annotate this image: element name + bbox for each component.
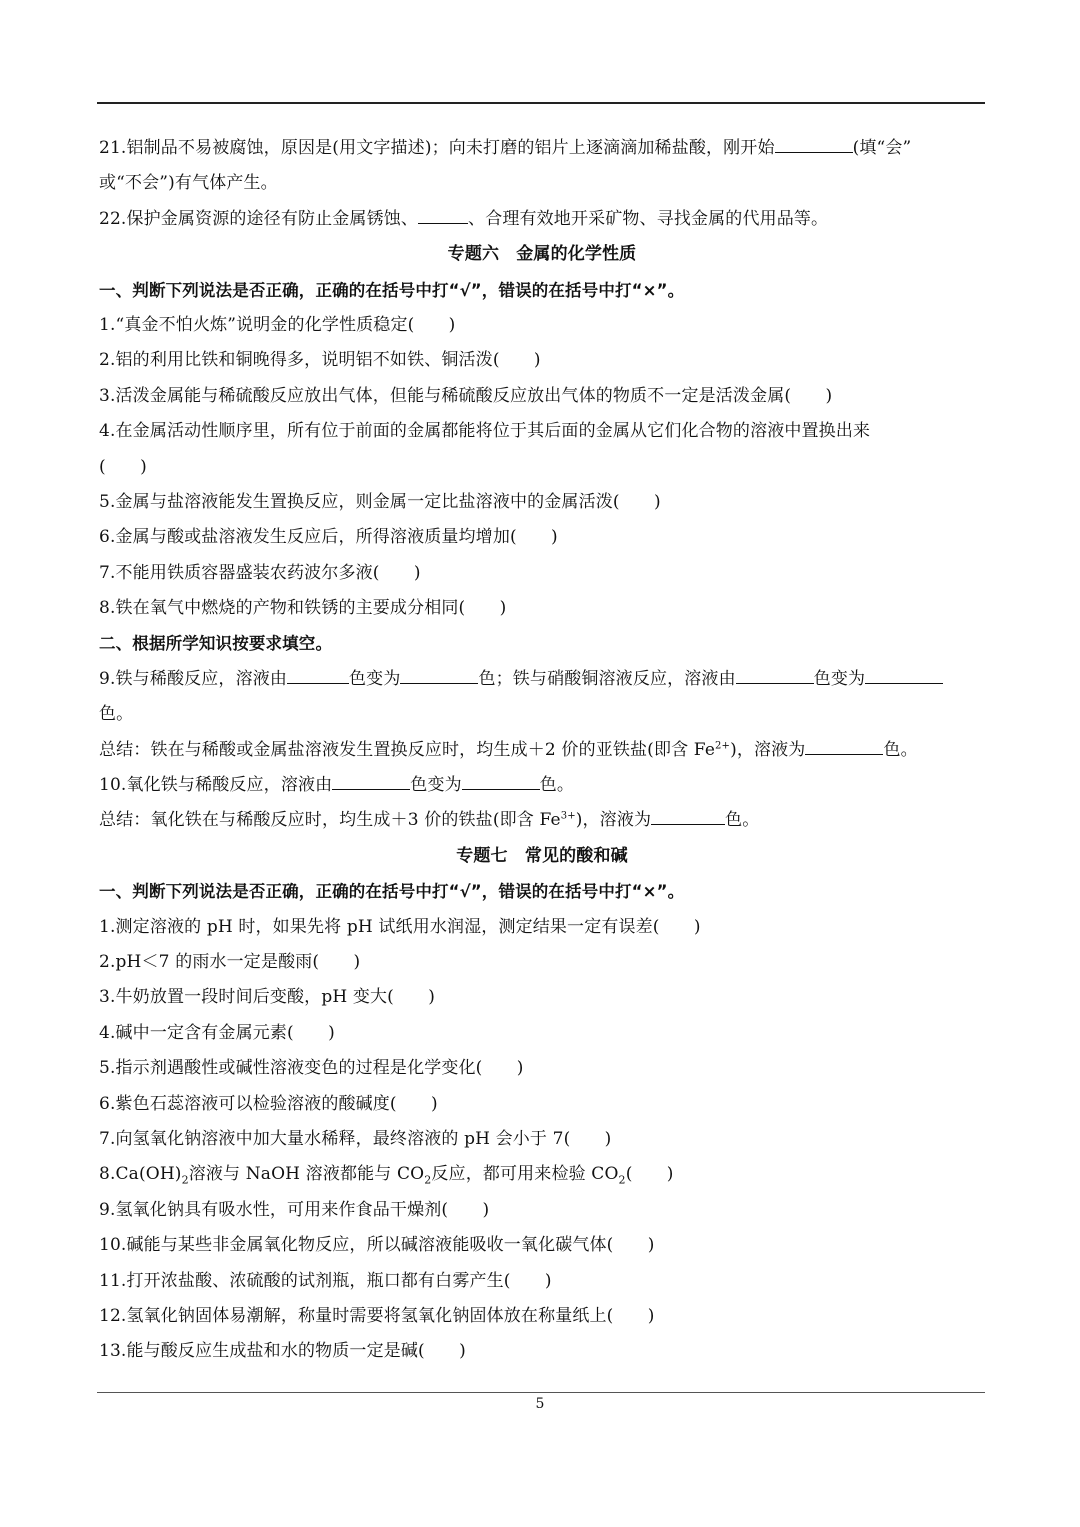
question-22: 22.保护金属资源的途径有防止金属锈蚀、 、合理有效地开采矿物、寻找金属的代用品等。 — [99, 208, 829, 229]
list-item: 2.pH＜7 的雨水一定是酸雨( ) — [99, 951, 361, 972]
part-heading-judge: 一、判断下列说法是否正确，正确的在括号中打“√”，错误的在括号中打“×”。 — [99, 882, 685, 902]
list-item: 7.不能用铁质容器盛装农药波尔多液( ) — [99, 562, 421, 583]
list-item: 2.铝的利用比铁和铜晚得多，说明铝不如铁、铜活泼( ) — [99, 350, 541, 371]
question-21-line-2: 或“不会”)有气体产生。 — [99, 173, 278, 194]
list-item: 7.向氢氧化钠溶液中加大量水稀释，最终溶液的 pH 会小于 7( ) — [99, 1128, 612, 1149]
answer-blank[interactable] — [418, 207, 468, 224]
part-heading-fill: 二、根据所学知识按要求填空。 — [99, 634, 333, 654]
list-item: 3.活泼金属能与稀硫酸反应放出气体，但能与稀硫酸反应放出气体的物质不一定是活泼金属( ) — [99, 385, 833, 406]
list-item: 8.铁在氧气中燃烧的产物和铁锈的主要成分相同( ) — [99, 598, 507, 619]
summary-1: 总结：铁在与稀酸或金属盐溶液发生置换反应时，均生成＋2 价的亚铁盐(即含 $Fe^{2+}$)，溶液为 色。 — [99, 739, 918, 760]
question-9-line-1: 9.铁与稀酸反应，溶液由 色变为 色；铁与硝酸铜溶液反应，溶液由 色变为 — [99, 662, 985, 697]
list-item: 1.“真金不怕火炼”说明金的化学性质稳定( ) — [99, 314, 456, 335]
answer-blank[interactable] — [865, 667, 943, 684]
answer-blank[interactable] — [805, 738, 883, 755]
list-item: ( ) — [99, 456, 147, 477]
list-item: 5.指示剂遇酸性或碱性溶液变色的过程是化学变化( ) — [99, 1058, 524, 1079]
question-21-line-1: 21.铝制品不易被腐蚀，原因是(用文字描述)；向未打磨的铝片上逐滴滴加稀盐酸，刚开始 (填“会” — [99, 138, 912, 158]
answer-blank[interactable] — [332, 773, 410, 790]
list-item: 4.在金属活动性顺序里，所有位于前面的金属都能将位于其后面的金属从它们化合物的溶液中置换出来 — [99, 421, 871, 442]
summary-2: 总结：氧化铁在与稀酸反应时，均生成＋3 价的铁盐(即含 $Fe^{3+}$)，溶液为 色。 — [99, 810, 760, 831]
answer-blank[interactable] — [651, 808, 725, 825]
page-number: 5 — [535, 1396, 545, 1412]
list-item: 6.金属与酸或盐溶液发生反应后，所得溶液质量均增加( ) — [99, 527, 558, 548]
list-item: 6.紫色石蕊溶液可以检验溶液的酸碱度( ) — [99, 1093, 438, 1114]
list-item: 11.打开浓盐酸、浓硫酸的试剂瓶，瓶口都有白雾产生( ) — [99, 1270, 552, 1291]
answer-blank[interactable] — [287, 667, 349, 684]
question-10: 10.氧化铁与稀酸反应，溶液由 色变为 色。 — [99, 775, 575, 796]
section-title-topic-7: 专题七 常见的酸和碱 — [456, 845, 628, 866]
section-title-topic-6: 专题六 金属的化学性质 — [447, 244, 637, 265]
header-rule — [97, 102, 985, 104]
list-item: 3.牛奶放置一段时间后变酸，pH 变大( ) — [99, 987, 436, 1008]
list-item: 4.碱中一定含有金属元素( ) — [99, 1022, 335, 1043]
list-item: 12.氢氧化钠固体易潮解，称量时需要将氢氧化钠固体放在称量纸上( ) — [99, 1305, 655, 1326]
list-item: 9.氢氧化钠具有吸水性，可用来作食品干燥剂( ) — [99, 1199, 490, 1220]
footer-rule — [97, 1392, 985, 1393]
answer-blank[interactable] — [400, 667, 478, 684]
list-item: 1.测定溶液的 pH 时，如果先将 pH 试纸用水润湿，测定结果一定有误差( ) — [99, 916, 701, 937]
list-item: 13.能与酸反应生成盐和水的物质一定是碱( ) — [99, 1341, 466, 1362]
list-item: 10.碱能与某些非金属氧化物反应，所以碱溶液能吸收一氧化碳气体( ) — [99, 1235, 655, 1256]
answer-blank[interactable] — [775, 136, 853, 153]
answer-blank[interactable] — [462, 773, 540, 790]
answer-blank[interactable] — [736, 667, 814, 684]
list-item: $8.Ca(OH)_2$溶液与 NaOH 溶液都能与 $CO_2$反应，都可用来检验 $CO_2$( ) — [99, 1164, 674, 1187]
page-content — [99, 131, 985, 1370]
question-9-line-2: 色。 — [99, 704, 134, 725]
part-heading-judge: 一、判断下列说法是否正确，正确的在括号中打“√”，错误的在括号中打“×”。 — [99, 280, 685, 300]
list-item: 5.金属与盐溶液能发生置换反应，则金属一定比盐溶液中的金属活泼( ) — [99, 491, 661, 512]
